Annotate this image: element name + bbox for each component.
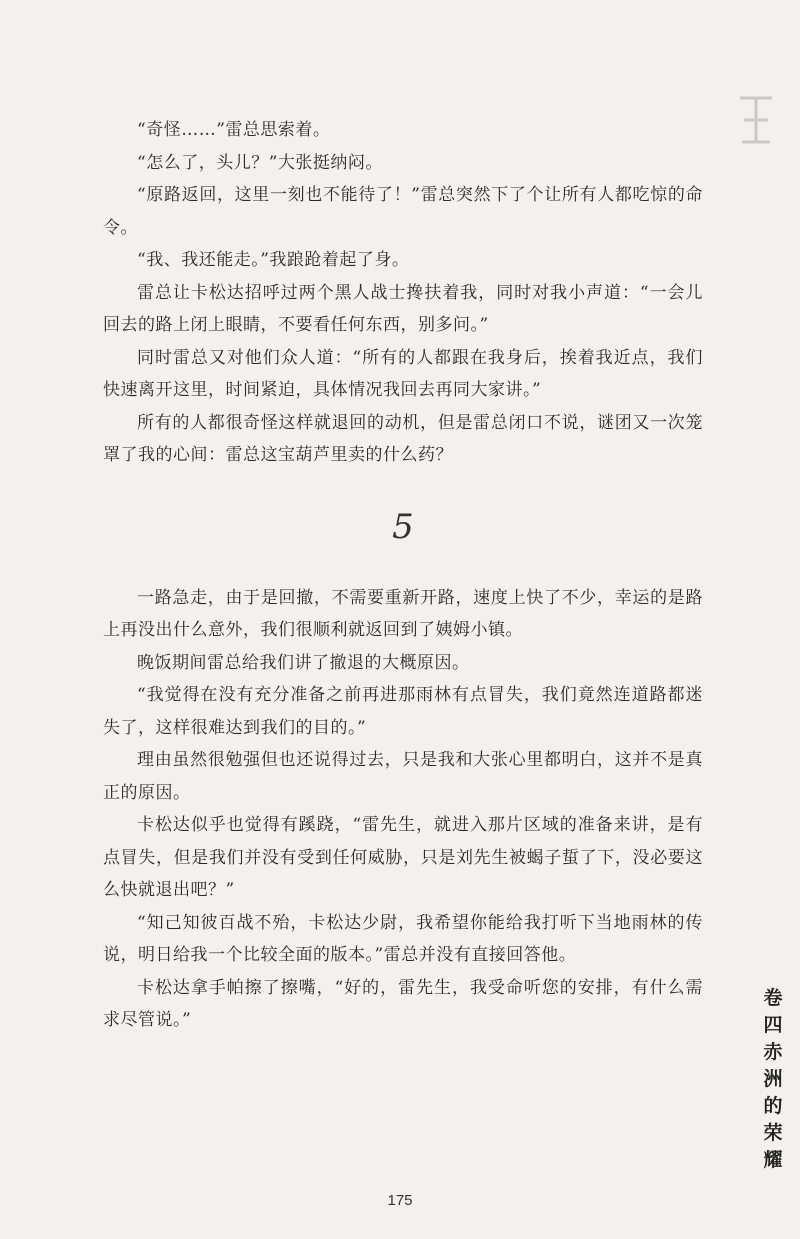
paragraph: “怎么了，头儿？”大张挺纳闷。 bbox=[137, 152, 383, 173]
side-title-char: 荣 bbox=[763, 1122, 783, 1144]
paragraph: 雷总让卡松达招呼过两个黑人战士搀扶着我，同时对我小声道：“一会儿回去的路上闭上眼睛，不要看任何东西，别多问。” bbox=[103, 282, 703, 335]
paragraph: “原路返回，这里一刻也不能待了！”雷总突然下了个让所有人都吃惊的命令。 bbox=[103, 185, 703, 238]
side-title-char: 洲 bbox=[763, 1068, 783, 1090]
paragraph: 理由虽然很勉强但也还说得过去，只是我和大张心里都明白，这并不是真正的原因。 bbox=[103, 750, 703, 803]
chapter-number: 5 bbox=[392, 506, 414, 547]
paragraph: “我觉得在没有充分准备之前再进那雨林有点冒失，我们竟然连道路都迷失了，这样很难达到我们的目的。” bbox=[103, 685, 703, 738]
paragraph: 同时雷总又对他们众人道：“所有的人都跟在我身后，挨着我近点，我们快速离开这里，时间紧迫，具体情况我回去再同大家讲。” bbox=[103, 347, 703, 400]
paragraph: 一路急走，由于是回撤，不需要重新开路，速度上快了不少，幸运的是路上再没出什么意外，我们很顺利就返回到了姨姆小镇。 bbox=[103, 587, 703, 640]
paragraph: 卡松达拿手帕擦了擦嘴，“好的，雷先生，我受命听您的安排，有什么需求尽管说。” bbox=[103, 977, 703, 1030]
side-title-char: 赤 bbox=[763, 1041, 783, 1063]
paragraph: “奇怪……”雷总思索着。 bbox=[137, 120, 331, 140]
paragraph: “知己知彼百战不殆，卡松达少尉，我希望你能给我打听下当地雨林的传说，明日给我一个比较全面的版本。”雷总并没有直接回答他。 bbox=[103, 912, 703, 965]
side-title-char: 卷 bbox=[763, 987, 783, 1009]
paragraph: 卡松达似乎也觉得有蹊跷，“雷先生，就进入那片区域的准备来讲，是有点冒失，但是我们并没有受到任何威胁，只是刘先生被蝎子蜇了下，没必要这么快就退出吧？” bbox=[103, 815, 703, 900]
page-number: 175 bbox=[387, 1192, 413, 1209]
volume-side-title bbox=[760, 985, 786, 1174]
side-title-char: 四 bbox=[763, 1014, 783, 1036]
paragraph: 晚饭期间雷总给我们讲了撤退的大概原因。 bbox=[137, 652, 470, 673]
paragraph: “我、我还能走。”我踉跄着起了身。 bbox=[137, 250, 410, 270]
body-text bbox=[103, 114, 703, 1037]
decorative-corner-mark bbox=[734, 92, 778, 150]
side-title-char: 的 bbox=[763, 1095, 783, 1117]
paragraph: 所有的人都很奇怪这样就退回的动机，但是雷总闭口不说，谜团又一次笼罩了我的心间：雷总这宝葫芦里卖的什么药？ bbox=[103, 412, 703, 465]
side-title-char: 耀 bbox=[763, 1149, 783, 1171]
